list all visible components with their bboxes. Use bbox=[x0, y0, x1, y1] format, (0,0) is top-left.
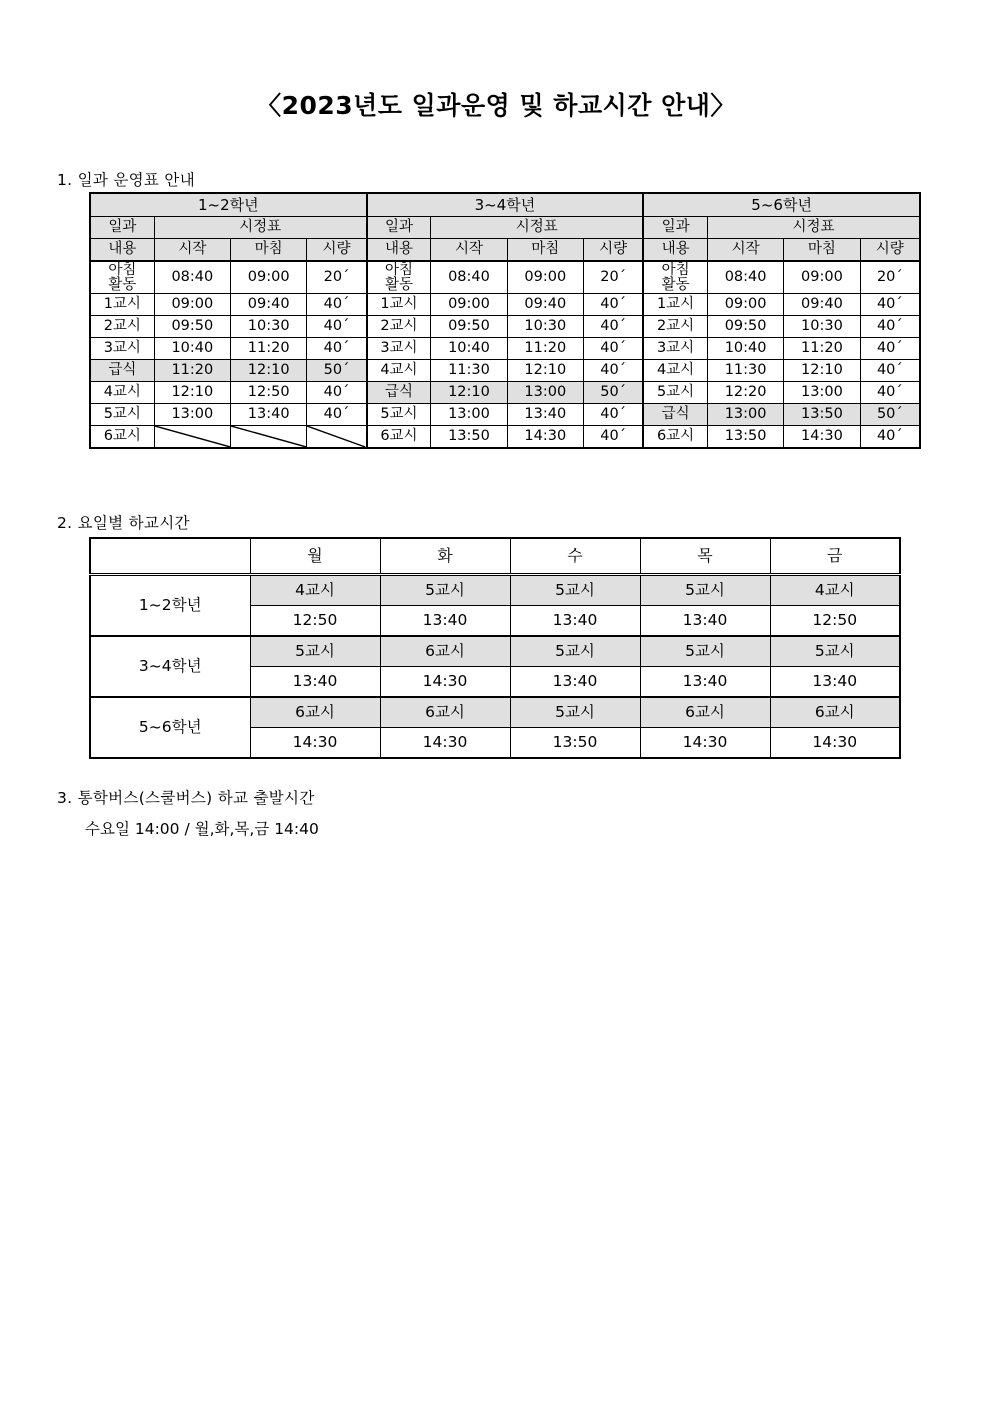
dismissal-time-value: 13:50 bbox=[510, 728, 640, 759]
dismissal-period-value: 5교시 bbox=[770, 636, 900, 667]
timetable-header-duration: 시량 bbox=[860, 239, 920, 262]
dismissal-period-value: 6교시 bbox=[770, 697, 900, 728]
timetable-end-time: 13:00 bbox=[784, 382, 860, 404]
dismissal-period-row bbox=[90, 697, 900, 728]
timetable-start-time: 09:50 bbox=[431, 316, 507, 338]
timetable-duration: 40´ bbox=[583, 316, 643, 338]
timetable-period-label: 5교시 bbox=[90, 404, 154, 426]
timetable-duration: 40´ bbox=[307, 294, 367, 316]
dismissal-day-header: 화 bbox=[380, 538, 510, 575]
dismissal-grade-label: 3~4학년 bbox=[90, 636, 250, 697]
timetable-end-time: 09:40 bbox=[231, 294, 307, 316]
dismissal-day-header: 금 bbox=[770, 538, 900, 575]
timetable-header-activity-line2: 내용 bbox=[643, 239, 707, 262]
timetable-row bbox=[90, 338, 920, 360]
timetable-duration: 40´ bbox=[860, 426, 920, 449]
timetable-end-time: 12:10 bbox=[231, 360, 307, 382]
timetable-end-time: 10:30 bbox=[784, 316, 860, 338]
timetable-period-label bbox=[367, 261, 431, 294]
timetable-start-time: 09:00 bbox=[707, 294, 783, 316]
timetable-start-time: 12:10 bbox=[431, 382, 507, 404]
page-title: 〈2023년도 일과운영 및 하교시간 안내〉 bbox=[256, 91, 736, 120]
dismissal-time-value: 13:40 bbox=[640, 606, 770, 637]
timetable-start-time: 13:00 bbox=[154, 404, 230, 426]
dismissal-day-header: 목 bbox=[640, 538, 770, 575]
dismissal-time-value: 13:40 bbox=[380, 606, 510, 637]
timetable-end-time: 09:00 bbox=[784, 261, 860, 294]
timetable-group-header: 5~6학년 bbox=[643, 193, 920, 217]
diagonal-strike-icon bbox=[231, 426, 306, 447]
dismissal-time-value: 14:30 bbox=[380, 728, 510, 759]
dismissal-period-value: 5교시 bbox=[510, 636, 640, 667]
timetable-period-label: 4교시 bbox=[90, 382, 154, 404]
timetable-header-activity-line2: 내용 bbox=[367, 239, 431, 262]
timetable-header-start: 시작 bbox=[707, 239, 783, 262]
section-1-heading: 1. 일과 운영표 안내 bbox=[57, 171, 195, 189]
timetable-row bbox=[90, 404, 920, 426]
timetable-period-label-line: 활동 bbox=[384, 276, 413, 293]
timetable-duration: 40´ bbox=[583, 338, 643, 360]
timetable-group-header-row bbox=[90, 193, 920, 217]
timetable-period-label-line: 아침 bbox=[384, 262, 413, 278]
timetable-start-time: 09:50 bbox=[154, 316, 230, 338]
timetable-end-time: 13:50 bbox=[784, 404, 860, 426]
timetable-end-time: 12:50 bbox=[231, 382, 307, 404]
dismissal-time-value: 14:30 bbox=[250, 728, 380, 759]
dismissal-time-value: 12:50 bbox=[770, 606, 900, 637]
timetable-period-label-line: 아침 bbox=[661, 262, 690, 278]
timetable-header-schedule: 시정표 bbox=[154, 217, 366, 239]
timetable-duration bbox=[307, 426, 367, 449]
timetable-header-activity-line2: 내용 bbox=[90, 239, 154, 262]
dismissal-body bbox=[90, 538, 900, 758]
timetable-start-time: 09:00 bbox=[154, 294, 230, 316]
timetable-period-label: 5교시 bbox=[643, 382, 707, 404]
timetable-header-activity-line1: 일과 bbox=[367, 217, 431, 239]
timetable-end-time: 13:40 bbox=[231, 404, 307, 426]
timetable-subheader-row-2 bbox=[90, 239, 920, 262]
timetable-period-label: 3교시 bbox=[90, 338, 154, 360]
timetable-duration: 20´ bbox=[307, 261, 367, 294]
timetable-header-duration: 시량 bbox=[307, 239, 367, 262]
dismissal-period-value: 5교시 bbox=[640, 575, 770, 606]
timetable-body bbox=[90, 193, 920, 448]
timetable-duration: 40´ bbox=[307, 338, 367, 360]
dismissal-grade-label: 1~2학년 bbox=[90, 575, 250, 637]
dismissal-time-value: 12:50 bbox=[250, 606, 380, 637]
dismissal-period-value: 6교시 bbox=[380, 636, 510, 667]
timetable-period-label: 1교시 bbox=[643, 294, 707, 316]
timetable-period-label: 1교시 bbox=[367, 294, 431, 316]
timetable-start-time: 08:40 bbox=[707, 261, 783, 294]
timetable-duration: 20´ bbox=[860, 261, 920, 294]
timetable-container bbox=[89, 192, 921, 449]
timetable-duration: 40´ bbox=[860, 316, 920, 338]
timetable-end-time: 12:10 bbox=[784, 360, 860, 382]
dismissal-day-header: 수 bbox=[510, 538, 640, 575]
timetable-header-end: 마침 bbox=[231, 239, 307, 262]
timetable-start-time: 08:40 bbox=[154, 261, 230, 294]
timetable-end-time: 09:40 bbox=[784, 294, 860, 316]
dismissal-period-value: 6교시 bbox=[250, 697, 380, 728]
timetable-end-time: 14:30 bbox=[507, 426, 583, 449]
dismissal-corner-cell bbox=[90, 538, 250, 575]
timetable-period-label-line: 활동 bbox=[661, 276, 690, 293]
dismissal-header-row bbox=[90, 538, 900, 575]
diagonal-strike-icon bbox=[155, 426, 230, 447]
timetable-end-time: 13:40 bbox=[507, 404, 583, 426]
timetable-end-time: 09:00 bbox=[231, 261, 307, 294]
section-3-heading: 3. 통학버스(스쿨버스) 하교 출발시간 bbox=[57, 789, 315, 807]
dismissal-period-value: 5교시 bbox=[640, 636, 770, 667]
timetable-row bbox=[90, 294, 920, 316]
timetable-header-end: 마침 bbox=[784, 239, 860, 262]
timetable-start-time: 13:00 bbox=[431, 404, 507, 426]
timetable-period-label: 급식 bbox=[90, 360, 154, 382]
section-2-heading: 2. 요일별 하교시간 bbox=[57, 514, 190, 532]
dismissal-time-value: 14:30 bbox=[380, 667, 510, 698]
timetable-duration: 50´ bbox=[860, 404, 920, 426]
dismissal-period-value: 5교시 bbox=[380, 575, 510, 606]
timetable-end-time: 10:30 bbox=[231, 316, 307, 338]
dismissal-period-value: 4교시 bbox=[770, 575, 900, 606]
timetable-start-time: 11:30 bbox=[431, 360, 507, 382]
dismissal-period-value: 5교시 bbox=[510, 575, 640, 606]
daily-timetable bbox=[89, 192, 921, 449]
timetable-start-time: 08:40 bbox=[431, 261, 507, 294]
timetable-header-activity-line1: 일과 bbox=[90, 217, 154, 239]
timetable-end-time: 14:30 bbox=[784, 426, 860, 449]
timetable-period-label: 2교시 bbox=[90, 316, 154, 338]
timetable-period-label: 6교시 bbox=[90, 426, 154, 449]
timetable-header-activity-line1: 일과 bbox=[643, 217, 707, 239]
dismissal-table bbox=[89, 537, 901, 759]
timetable-end-time: 10:30 bbox=[507, 316, 583, 338]
timetable-end-time: 09:40 bbox=[507, 294, 583, 316]
timetable-period-label bbox=[643, 261, 707, 294]
timetable-header-schedule: 시정표 bbox=[707, 217, 920, 239]
timetable-duration: 50´ bbox=[307, 360, 367, 382]
dismissal-time-value: 13:40 bbox=[770, 667, 900, 698]
timetable-duration: 40´ bbox=[583, 426, 643, 449]
dismissal-day-header: 월 bbox=[250, 538, 380, 575]
timetable-duration: 40´ bbox=[307, 316, 367, 338]
timetable-period-label: 6교시 bbox=[367, 426, 431, 449]
dismissal-time-value: 13:40 bbox=[250, 667, 380, 698]
timetable-duration: 40´ bbox=[860, 360, 920, 382]
timetable-header-start: 시작 bbox=[431, 239, 507, 262]
dismissal-period-value: 4교시 bbox=[250, 575, 380, 606]
timetable-period-label: 6교시 bbox=[643, 426, 707, 449]
timetable-period-label: 1교시 bbox=[90, 294, 154, 316]
dismissal-time-value: 13:40 bbox=[510, 606, 640, 637]
dismissal-period-value: 5교시 bbox=[510, 697, 640, 728]
timetable-start-time: 11:30 bbox=[707, 360, 783, 382]
dismissal-time-value: 13:40 bbox=[510, 667, 640, 698]
timetable-row bbox=[90, 382, 920, 404]
timetable-start-time: 11:20 bbox=[154, 360, 230, 382]
diagonal-strike-icon bbox=[307, 426, 365, 447]
timetable-duration: 50´ bbox=[583, 382, 643, 404]
timetable-period-label: 2교시 bbox=[367, 316, 431, 338]
dismissal-table-container bbox=[89, 537, 901, 759]
timetable-duration: 40´ bbox=[860, 338, 920, 360]
timetable-start-time: 10:40 bbox=[154, 338, 230, 360]
timetable-end-time: 09:00 bbox=[507, 261, 583, 294]
dismissal-grade-label: 5~6학년 bbox=[90, 697, 250, 758]
timetable-period-label: 급식 bbox=[643, 404, 707, 426]
dismissal-time-value: 13:40 bbox=[640, 667, 770, 698]
timetable-end-time: 11:20 bbox=[231, 338, 307, 360]
timetable-start-time: 10:40 bbox=[431, 338, 507, 360]
dismissal-period-row bbox=[90, 636, 900, 667]
timetable-end-time: 12:10 bbox=[507, 360, 583, 382]
timetable-duration: 40´ bbox=[860, 382, 920, 404]
timetable-header-duration: 시량 bbox=[583, 239, 643, 262]
timetable-subheader-row-1 bbox=[90, 217, 920, 239]
timetable-period-label-line: 아침 bbox=[108, 262, 137, 278]
timetable-row bbox=[90, 360, 920, 382]
dismissal-time-value: 14:30 bbox=[770, 728, 900, 759]
timetable-period-label: 3교시 bbox=[367, 338, 431, 360]
dismissal-period-value: 6교시 bbox=[380, 697, 510, 728]
timetable-start-time: 12:20 bbox=[707, 382, 783, 404]
timetable-duration: 40´ bbox=[583, 294, 643, 316]
timetable-start-time: 13:50 bbox=[707, 426, 783, 449]
timetable-period-label bbox=[90, 261, 154, 294]
timetable-group-header: 1~2학년 bbox=[90, 193, 367, 217]
timetable-duration: 40´ bbox=[307, 382, 367, 404]
timetable-row bbox=[90, 261, 920, 294]
timetable-duration: 20´ bbox=[583, 261, 643, 294]
timetable-duration: 40´ bbox=[583, 360, 643, 382]
timetable-period-label: 4교시 bbox=[367, 360, 431, 382]
dismissal-period-row bbox=[90, 575, 900, 606]
timetable-period-label: 4교시 bbox=[643, 360, 707, 382]
timetable-header-start: 시작 bbox=[154, 239, 230, 262]
dismissal-time-value: 14:30 bbox=[640, 728, 770, 759]
timetable-row bbox=[90, 316, 920, 338]
timetable-start-time bbox=[154, 426, 230, 449]
timetable-end-time: 13:00 bbox=[507, 382, 583, 404]
timetable-start-time: 12:10 bbox=[154, 382, 230, 404]
timetable-header-schedule: 시정표 bbox=[431, 217, 643, 239]
timetable-end-time: 11:20 bbox=[507, 338, 583, 360]
timetable-start-time: 13:00 bbox=[707, 404, 783, 426]
timetable-start-time: 13:50 bbox=[431, 426, 507, 449]
timetable-period-label: 5교시 bbox=[367, 404, 431, 426]
timetable-period-label: 2교시 bbox=[643, 316, 707, 338]
timetable-duration: 40´ bbox=[860, 294, 920, 316]
timetable-start-time: 10:40 bbox=[707, 338, 783, 360]
timetable-duration: 40´ bbox=[307, 404, 367, 426]
timetable-end-time: 11:20 bbox=[784, 338, 860, 360]
timetable-group-header: 3~4학년 bbox=[367, 193, 644, 217]
timetable-start-time: 09:00 bbox=[431, 294, 507, 316]
bus-departure-detail: 수요일 14:00 / 월,화,목,금 14:40 bbox=[85, 820, 319, 838]
timetable-period-label-line: 활동 bbox=[108, 276, 137, 293]
timetable-end-time bbox=[231, 426, 307, 449]
timetable-period-label: 3교시 bbox=[643, 338, 707, 360]
dismissal-period-value: 5교시 bbox=[250, 636, 380, 667]
timetable-start-time: 09:50 bbox=[707, 316, 783, 338]
dismissal-period-value: 6교시 bbox=[640, 697, 770, 728]
timetable-duration: 40´ bbox=[583, 404, 643, 426]
timetable-row bbox=[90, 426, 920, 449]
timetable-period-label: 급식 bbox=[367, 382, 431, 404]
timetable-header-end: 마침 bbox=[507, 239, 583, 262]
